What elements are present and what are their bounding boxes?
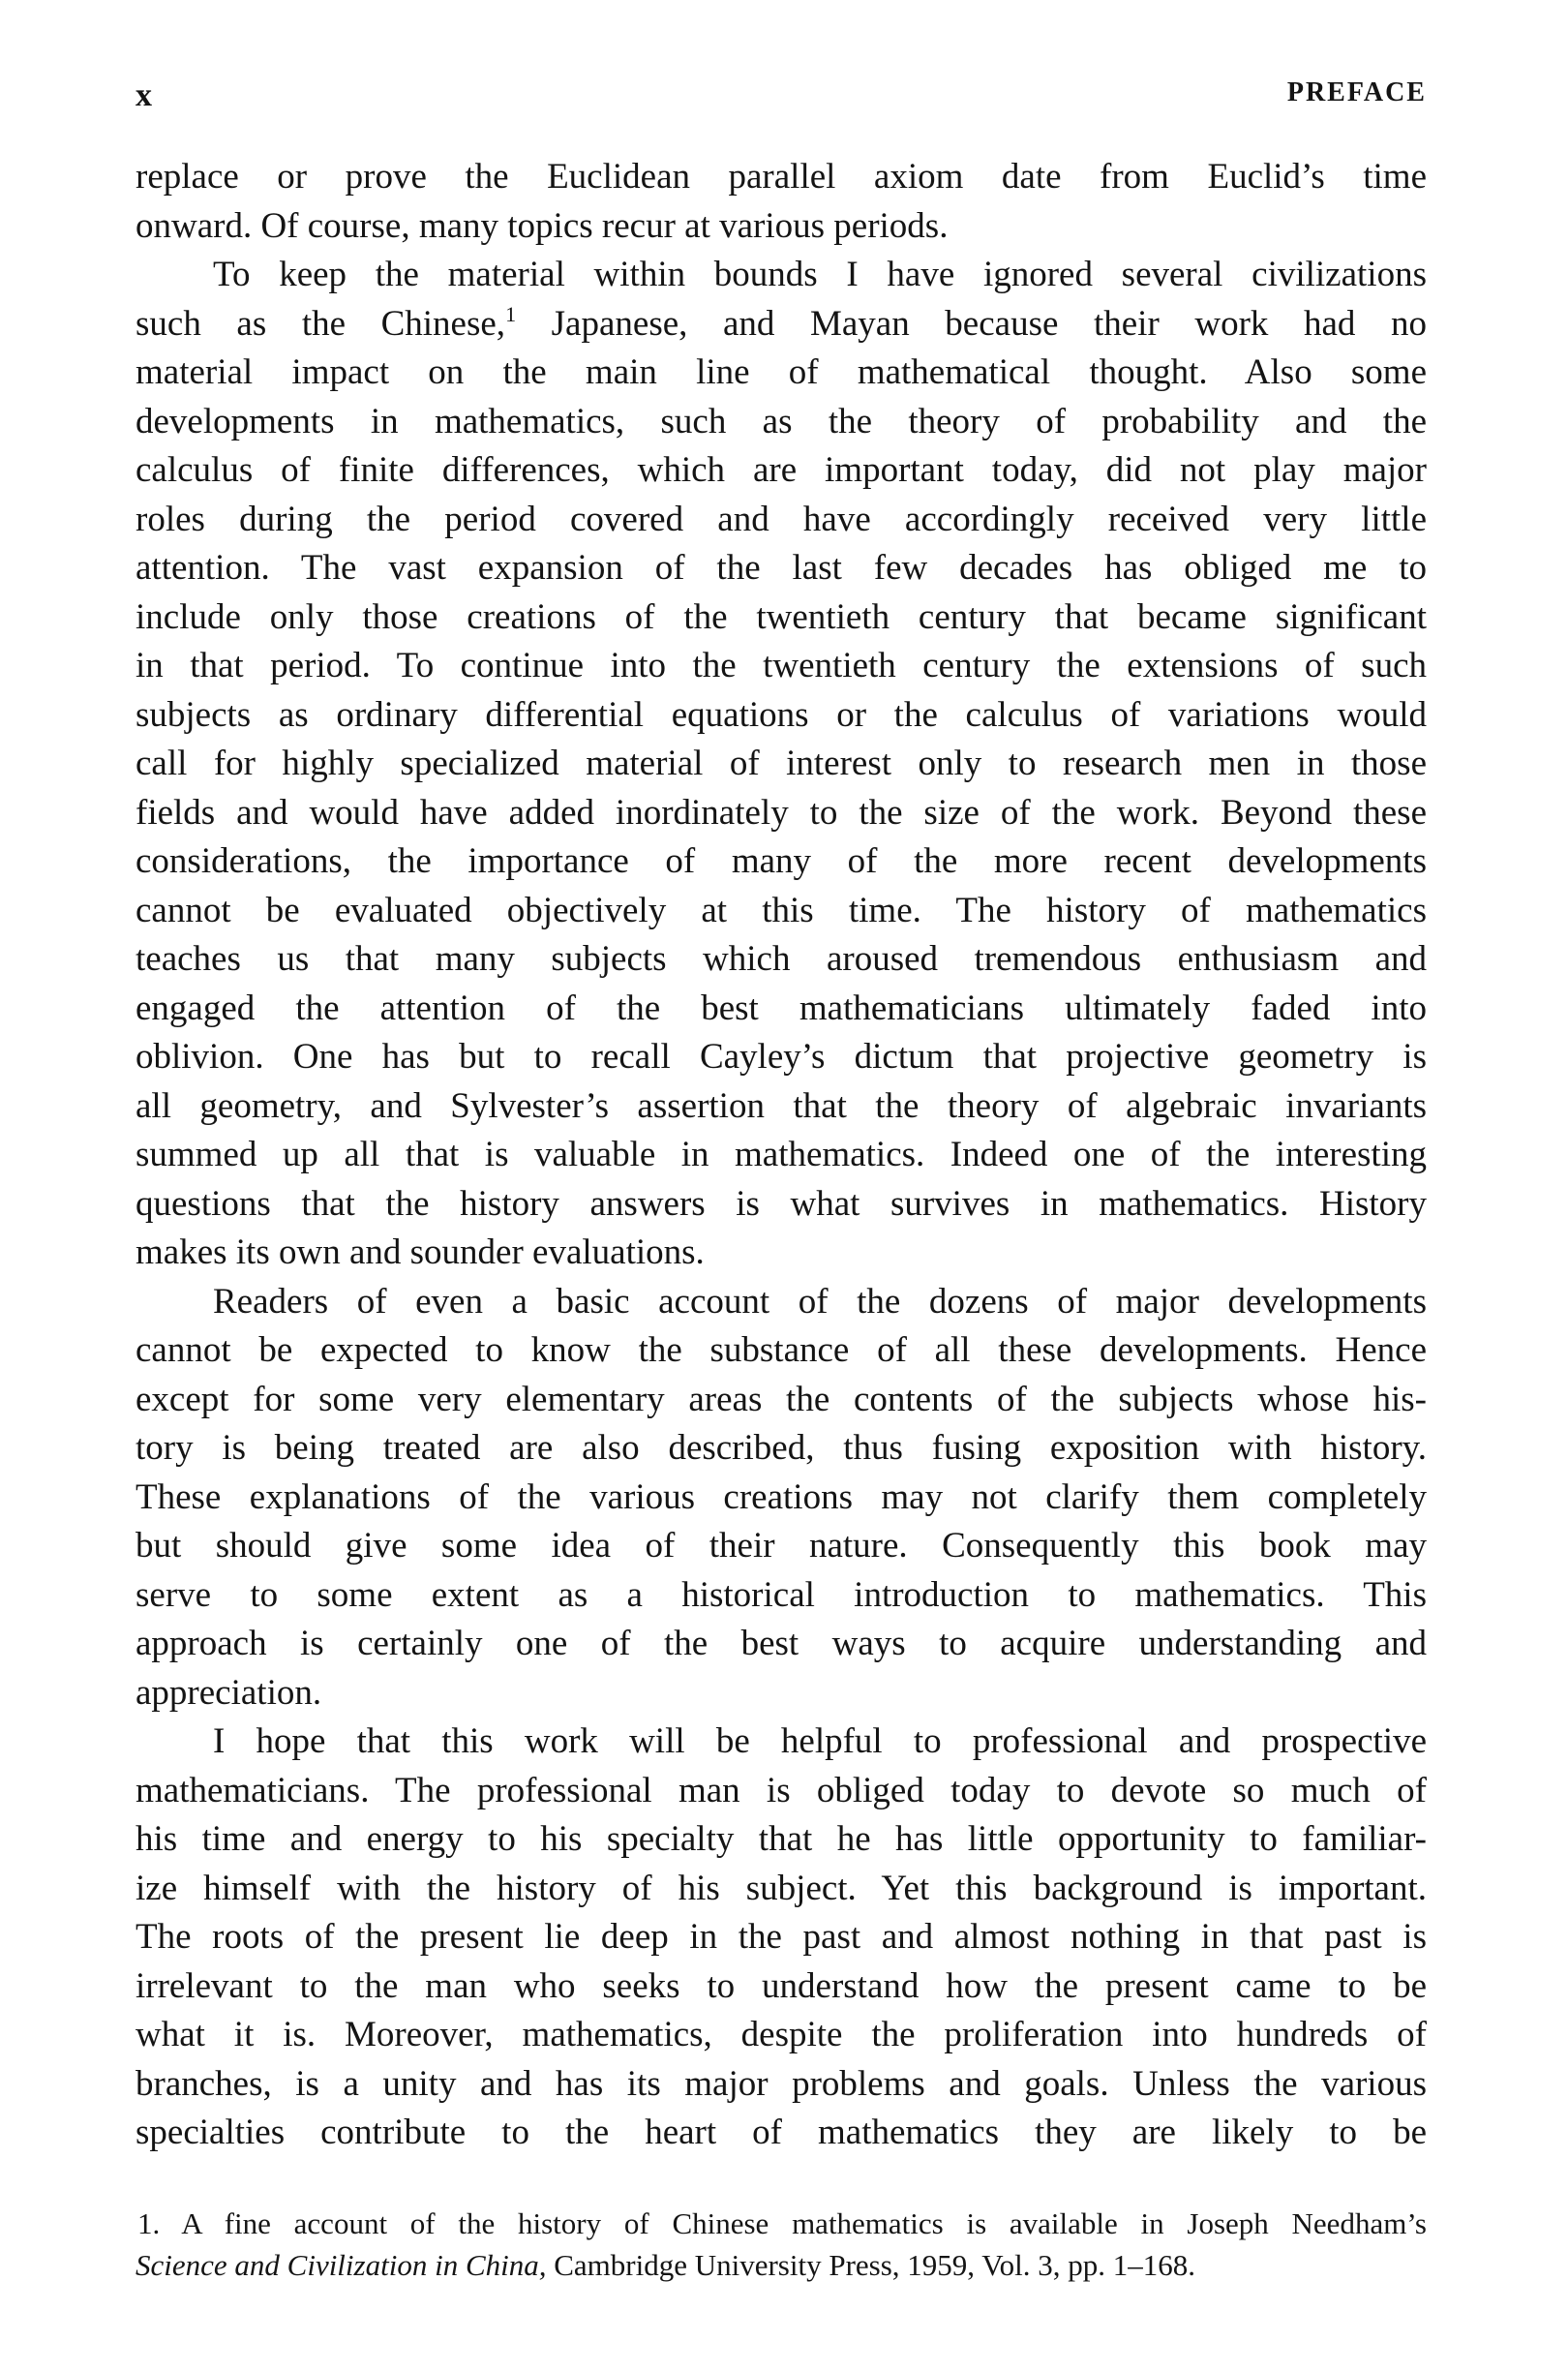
text-line: specialties contribute to the heart of mathematics they are likely to be — [136, 2113, 1427, 2152]
text-line: cannot be evaluated objectively at this time. The history of mathematics — [136, 890, 1427, 930]
text-line: Readers of even a basic account of the dozens of major developments — [213, 1281, 1427, 1322]
text-line: oblivion. One has but to recall Cayley’s dictum that projective geometry is — [136, 1037, 1427, 1077]
running-head: PREFACE — [1286, 77, 1427, 107]
text-line: what it is. Moreover, mathematics, despite the proliferation into hundreds of — [136, 2015, 1427, 2054]
footnote-text: A fine account of the history of Chinese mathematics is available in Joseph Needham’s — [160, 2206, 1427, 2240]
text-line: material impact on the main line of mathematical thought. Also some — [136, 352, 1427, 392]
text-line: ize himself with the history of his subject. Yet this background is important. — [136, 1868, 1427, 1908]
text-line: replace or prove the Euclidean parallel axiom date from Euclid’s time — [136, 157, 1427, 197]
text-line: but should give some idea of their nature. Consequently this book may — [136, 1526, 1427, 1566]
text-line: onward. Of course, many topics recur at various periods. — [136, 205, 949, 246]
footnote-marker: 1. — [137, 2206, 161, 2240]
page-header — [136, 77, 1427, 116]
text-line: serve to some extent as a historical introduction to mathematics. This — [136, 1574, 1427, 1615]
text-line: mathematicians. The professional man is obliged today to devote so much of — [136, 1770, 1427, 1810]
book-title: Science and Civilization in China, — [136, 2248, 547, 2282]
text-line: The roots of the present lie deep in the past and almost nothing in that past is — [136, 1917, 1427, 1957]
footnote-line — [136, 2244, 1427, 2286]
text-line: his time and energy to his specialty that he has little opportunity to familiar- — [136, 1819, 1427, 1859]
text-line: roles during the period covered and have accordingly received very little — [136, 499, 1427, 539]
text-line: fields and would have added inordinately to the size of the work. Beyond these — [136, 792, 1427, 833]
page-number: x — [136, 77, 153, 113]
text-line — [136, 300, 1427, 350]
footnote-text: Cambridge University Press, 1959, Vol. 3, pp. 1–168. — [546, 2248, 1195, 2282]
text-line: questions that the history answers is what survives in mathematics. History — [136, 1183, 1427, 1224]
text-line: irrelevant to the man who seeks to understand how the present came to be — [136, 1965, 1427, 2006]
text-line: considerations, the importance of many of the more recent developments — [136, 841, 1427, 881]
line-text: such as the Chinese, — [136, 303, 506, 344]
text-line: call for highly specialized material of interest only to research men in those — [136, 744, 1427, 783]
text-line: To keep the material within bounds I have ignored several civilizations — [213, 255, 1427, 294]
text-line: in that period. To continue into the twentieth century the extensions of such — [136, 646, 1427, 685]
text-line: teaches us that many subjects which aroused tremendous enthusiasm and — [136, 939, 1427, 979]
text-line: These explanations of the various creations may not clarify them completely — [136, 1476, 1427, 1517]
text-line: tory is being treated are also described, thus fusing exposition with history. — [136, 1428, 1427, 1468]
text-line: I hope that this work will be helpful to professional and prospective — [213, 1721, 1427, 1761]
text-line: attention. The vast expansion of the last few decades has obliged me to — [136, 548, 1427, 588]
footnote — [136, 2203, 1427, 2286]
text-line: subjects as ordinary differential equations or the calculus of variations would — [136, 694, 1427, 735]
text-line: all geometry, and Sylvester’s assertion that the theory of algebraic invariants — [136, 1085, 1427, 1126]
footnote-reference: 1 — [505, 301, 517, 326]
text-line: except for some very elementary areas the contents of the subjects whose his- — [136, 1379, 1427, 1419]
line-text: Japanese, and Mayan because their work had no — [516, 303, 1428, 344]
text-line: summed up all that is valuable in mathematics. Indeed one of the interesting — [136, 1135, 1427, 1174]
footnote-line — [136, 2203, 1427, 2244]
text-line: branches, is a unity and has its major problems and goals. Unless the various — [136, 2063, 1427, 2104]
text-line: calculus of finite differences, which are important today, did not play major — [136, 450, 1427, 490]
text-line: include only those creations of the twentieth century that became significant — [136, 596, 1427, 637]
body-text — [136, 153, 1427, 2158]
text-line: approach is certainly one of the best ways to acquire understanding and — [136, 1624, 1427, 1663]
text-line: makes its own and sounder evaluations. — [136, 1232, 705, 1272]
text-line: developments in mathematics, such as the theory of probability and the — [136, 401, 1427, 441]
text-line: appreciation. — [136, 1672, 322, 1713]
text-line: engaged the attention of the best mathematicians ultimately faded into — [136, 988, 1427, 1028]
text-line: cannot be expected to know the substance of all these developments. Hence — [136, 1330, 1427, 1370]
